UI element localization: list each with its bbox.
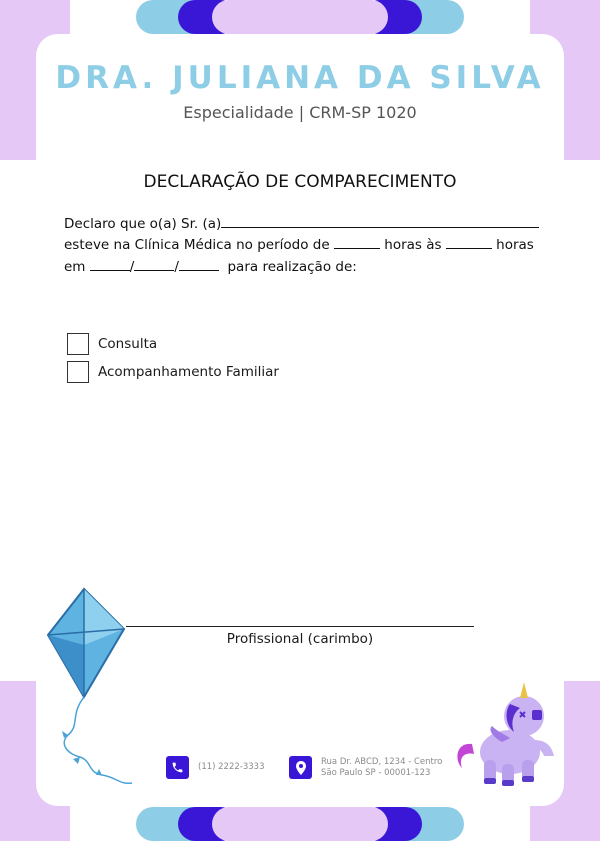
bottom-pill-lavender — [212, 807, 388, 841]
specialty-subtitle: Especialidade | CRM-SP 1020 — [183, 103, 417, 122]
option-label-consulta: Consulta — [98, 336, 158, 352]
declaration-text-hours-to: horas às — [384, 237, 442, 253]
contact-address — [289, 756, 442, 779]
patient-name-blank[interactable] — [221, 215, 539, 228]
date-separator-1: / — [129, 259, 135, 275]
address-line-1: Rua Dr. ABCD, 1234 - Centro — [321, 756, 443, 767]
declaration-text-purpose: para realização de: — [227, 259, 357, 275]
map-pin-icon — [289, 756, 312, 779]
phone-number: (11) 2222-3333 — [198, 762, 265, 772]
date-separator-2: / — [174, 259, 179, 275]
phone-icon — [166, 756, 189, 779]
checkbox-acompanhamento[interactable] — [67, 361, 89, 383]
signature-label: Profissional (carimbo) — [226, 631, 374, 647]
unicorn-illustration — [452, 682, 562, 792]
declaration-line-1 — [64, 215, 539, 232]
option-consulta[interactable] — [67, 333, 157, 355]
declaration-line-3 — [64, 258, 357, 275]
document-heading: DECLARAÇÃO DE COMPARECIMENTO — [143, 172, 457, 192]
declaration-text-1: Declaro que o(a) Sr. (a) — [64, 216, 222, 232]
declaration-text-2: esteve na Clínica Médica no período de — [64, 237, 330, 253]
contact-phone — [166, 756, 264, 779]
declaration-text-hours: horas — [496, 237, 534, 253]
address-line-2: São Paulo SP - 00001-123 — [321, 767, 431, 778]
declaration-text-in: em — [64, 259, 86, 275]
date-month-blank[interactable] — [134, 258, 174, 271]
end-hour-blank[interactable] — [446, 236, 492, 249]
date-year-blank[interactable] — [179, 258, 219, 271]
declaration-line-2 — [64, 236, 534, 253]
start-hour-blank[interactable] — [334, 236, 380, 249]
address-text — [321, 757, 442, 779]
checkbox-consulta[interactable] — [67, 333, 89, 355]
option-label-acompanhamento: Acompanhamento Familiar — [98, 364, 279, 380]
top-pill-lavender — [212, 0, 388, 34]
kite-illustration — [40, 585, 140, 800]
signature-line — [126, 626, 474, 627]
date-day-blank[interactable] — [90, 258, 130, 271]
option-acompanhamento[interactable] — [67, 361, 279, 383]
doctor-name-title: DRA. JULIANA DA SILVA — [55, 60, 545, 96]
